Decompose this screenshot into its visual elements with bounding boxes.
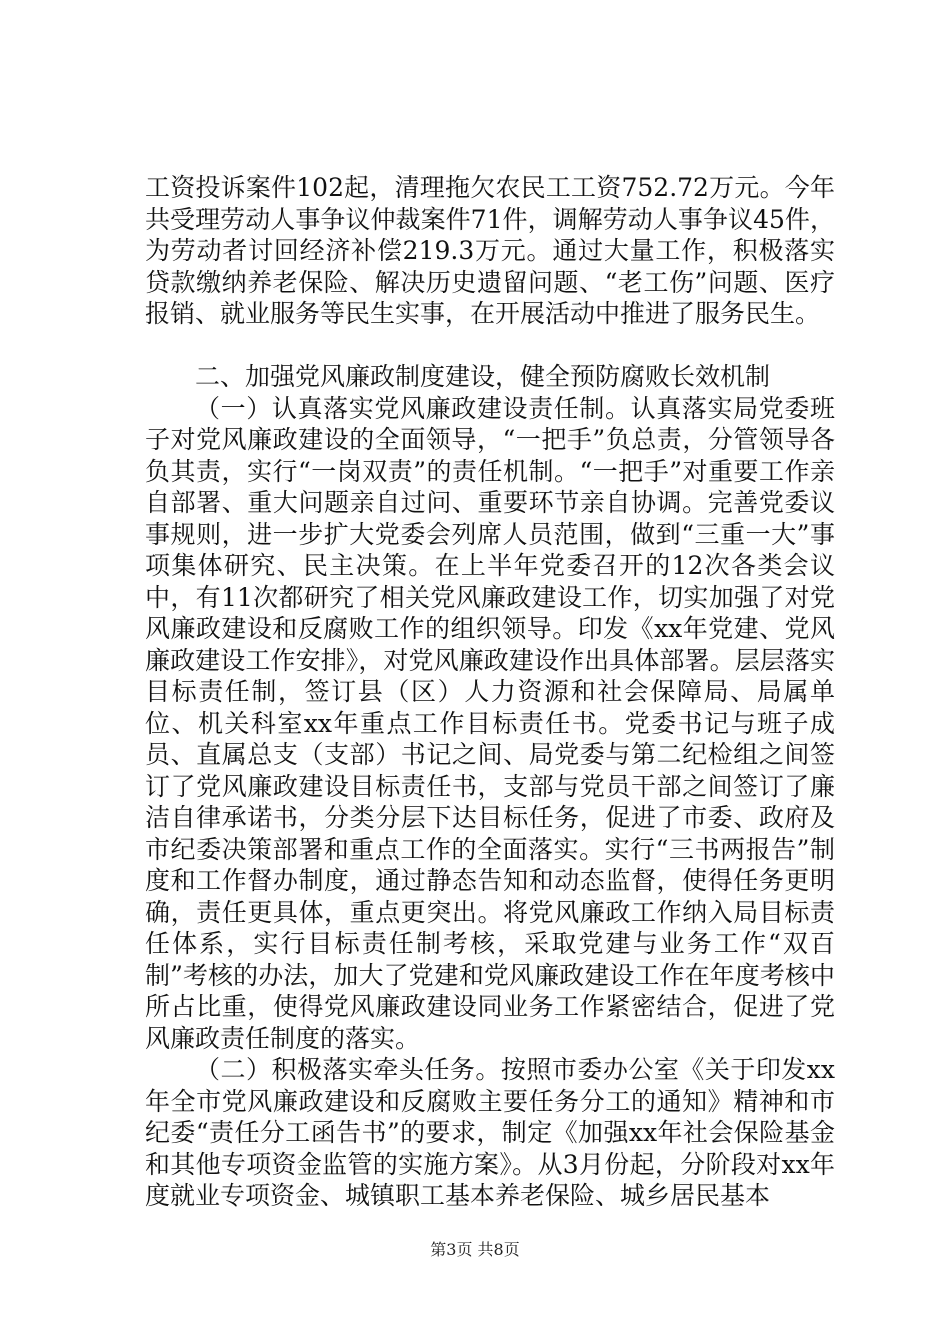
document-body bbox=[145, 172, 835, 1212]
page-footer bbox=[0, 1240, 950, 1260]
paragraph-gap bbox=[145, 330, 835, 362]
paragraph-lead-tasks: （二）积极落实牵头任务。按照市委办公室《关于印发xx年全市党风廉政建设和反腐败主要任务分工的通知》精神和市纪委“责任分工函告书”的要求，制定《加强xx年社会保险基金和其他专项资金监管的实施方案》。从3月份起，分阶段对xx年度就业专项资金、城镇职工基本养老保险、城乡居民基本 bbox=[145, 1055, 835, 1210]
section-heading: 二、加强党风廉政制度建设，健全预防腐败长效机制 bbox=[195, 362, 771, 391]
paragraph-responsibility-system: （一）认真落实党风廉政建设责任制。认真落实局党委班子对党风廉政建设的全面领导，“一把手”负总责，分管领导各负其责，实行“一岗双责”的责任机制。“一把手”对重要工作亲自部署、重大问题亲自过问、重要环节亲自协调。完善党委议事规则，进一步扩大党委会列席人员范围，做到“三重一大”事项集体研究、民主决策。在上半年党委召开的12次各类会议中，有11次都研究了相关党风廉政建设工作，切实加强了对党风廉政建设和反腐败工作的组织领导。印发《xx年党建、党风廉政建设工作安排》，对党风廉政建设作出具体部署。层层落实目标责任制，签订县（区）人力资源和社会保障局、局属单位、机关科室xx年重点工作目标责任书。党委书记与班子成员、直属总支（支部）书记之间、局党委与第二纪检组之间签订了党风廉政建设目标责任书，支部与党员干部之间签订了廉洁自律承诺书，分类分层下达目标任务，促进了市委、政府及市纪委决策部署和重点工作的全面落实。实行“三书两报告”制度和工作督办制度，通过静态告知和动态监督，使得任务更明确，责任更具体，重点更突出。将党风廉政工作纳入局目标责任体系，实行目标责任制考核，采取党建与业务工作“双百制”考核的办法，加大了党建和党风廉政建设工作在年度考核中所占比重，使得党风廉政建设同业务工作紧密结合，促进了党风廉政责任制度的落实。 bbox=[145, 393, 835, 1053]
paragraph-complaint-cases: 工资投诉案件102起，清理拖欠农民工工资752.72万元。今年共受理劳动人事争议仲裁案件71件，调解劳动人事争议45件，为劳动者讨回经济补偿219.3万元。通过大量工作，积极落实贷款缴纳养老保险、解决历史遗留问题、“老工伤”问题、医疗报销、就业服务等民生实事，在开展活动中推进了服务民生。 bbox=[145, 173, 835, 328]
page-number-label: 第3页 共8页 bbox=[430, 1240, 520, 1259]
